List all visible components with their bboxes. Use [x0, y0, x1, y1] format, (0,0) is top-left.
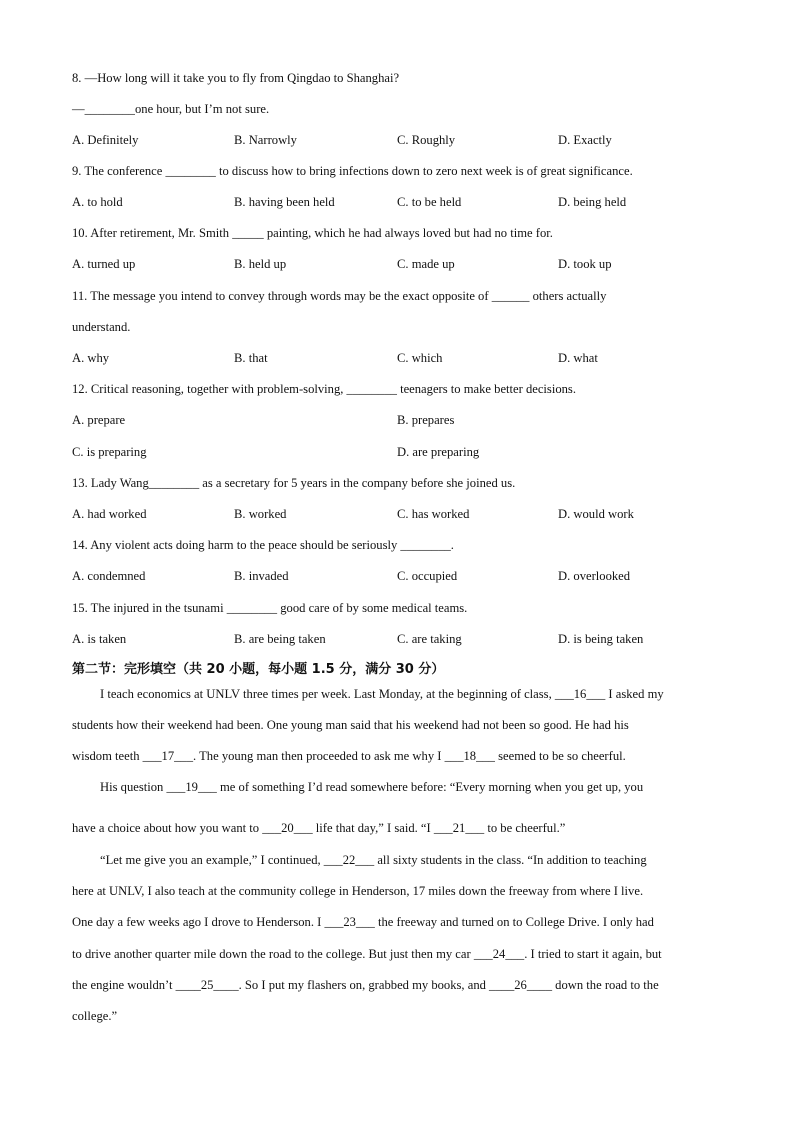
section-heading: 第二节：完形填空（共 20 小题，每小题 1.5 分，满分 30 分）: [72, 662, 445, 677]
question-9-option-c[interactable]: C. to be held: [397, 195, 462, 209]
passage-p1-line-2: students how their weekend had been. One young man said that his weekend had not been so good. He had his: [72, 718, 629, 733]
question-15-stem: 15. The injured in the tsunami ________ good care of by some medical teams.: [72, 601, 468, 615]
question-14-stem: 14. Any violent acts doing harm to the peace should be seriously ________.: [72, 538, 454, 552]
question-12-option-a[interactable]: A. prepare: [72, 413, 126, 427]
question-8-option-c[interactable]: C. Roughly: [397, 133, 456, 147]
question-11-stem-line-1: 11. The message you intend to convey through words may be the exact opposite of ______ others actually: [72, 289, 607, 303]
question-13-option-a[interactable]: A. had worked: [72, 507, 147, 521]
question-14-option-c[interactable]: C. occupied: [397, 569, 458, 583]
question-10-option-b[interactable]: B. held up: [234, 257, 287, 271]
passage-p2-line-2: have a choice about how you want to ___20___ life that day,” I said. “I ___21___ to be cheerful.”: [72, 821, 566, 836]
question-13-stem: 13. Lady Wang________ as a secretary for 5 years in the company before she joined us.: [72, 476, 516, 490]
question-15-option-d[interactable]: D. is being taken: [558, 632, 644, 646]
question-10-option-d[interactable]: D. took up: [558, 257, 612, 271]
question-8-stem-line-1: 8. —How long will it take you to fly from Qingdao to Shanghai?: [72, 71, 400, 85]
question-14-option-d[interactable]: D. overlooked: [558, 569, 631, 583]
question-12-stem: 12. Critical reasoning, together with problem-solving, ________ teenagers to make better decisions.: [72, 382, 576, 396]
question-13-option-c[interactable]: C. has worked: [397, 507, 470, 521]
question-11-option-d[interactable]: D. what: [558, 351, 598, 365]
question-12-option-d[interactable]: D. are preparing: [397, 445, 480, 459]
passage-p3-line-4: to drive another quarter mile down the road to the college. But just then my car ___24___. I tried to start it again, but: [72, 946, 662, 961]
question-11-option-b[interactable]: B. that: [234, 351, 268, 365]
question-11-option-a[interactable]: A. why: [72, 351, 110, 365]
passage-p3-line-6: college.”: [72, 1009, 118, 1024]
passage-p3-line-5: the engine wouldn’t ____25____. So I put my flashers on, grabbed my books, and ____26____ down the road to the: [72, 977, 659, 992]
passage-paragraph-3: [72, 845, 722, 1032]
question-11-stem-line-2: understand.: [72, 320, 131, 334]
question-12-option-c[interactable]: C. is preparing: [72, 445, 147, 459]
question-10-option-a[interactable]: A. turned up: [72, 257, 136, 271]
question-15-option-c[interactable]: C. are taking: [397, 632, 462, 646]
passage-paragraph-1: [72, 679, 722, 773]
passage-p3-line-2: here at UNLV, I also teach at the community college in Henderson, 17 miles down the freeway from where I live.: [72, 884, 644, 899]
passage-paragraph-2: [72, 772, 722, 844]
question-9-option-b[interactable]: B. having been held: [234, 195, 335, 209]
question-8-option-d[interactable]: D. Exactly: [558, 133, 612, 147]
question-8-option-b[interactable]: B. Narrowly: [234, 133, 297, 147]
question-12-option-b[interactable]: B. prepares: [397, 413, 455, 427]
passage-p3-line-1: “Let me give you an example,” I continued, ___22___ all sixty students in the class. “In addition to teaching: [100, 853, 647, 867]
question-9-stem: 9. The conference ________ to discuss how to bring infections down to zero next week is of great significance.: [72, 164, 633, 178]
question-11-option-c[interactable]: C. which: [397, 351, 443, 365]
question-10-option-c[interactable]: C. made up: [397, 257, 455, 271]
question-8-stem-line-2: —________one hour, but I’m not sure.: [72, 102, 270, 116]
question-13-option-b[interactable]: B. worked: [234, 507, 287, 521]
question-15-option-a[interactable]: A. is taken: [72, 632, 127, 646]
passage-p3-line-3: One day a few weeks ago I drove to Henderson. I ___23___ the freeway and turned on to College Drive. I only had: [72, 915, 654, 930]
question-15-option-b[interactable]: B. are being taken: [234, 632, 326, 646]
question-9-option-d[interactable]: D. being held: [558, 195, 627, 209]
passage-p2-line-1: His question ___19___ me of something I’d read somewhere before: “Every morning when you get up, you: [100, 780, 644, 794]
question-13-option-d[interactable]: D. would work: [558, 507, 634, 521]
passage-p1-line-3: wisdom teeth ___17___. The young man then proceeded to ask me why I ___18___ seemed to be so cheerful.: [72, 749, 626, 764]
question-9-option-a[interactable]: A. to hold: [72, 195, 123, 209]
question-14-option-a[interactable]: A. condemned: [72, 569, 146, 583]
question-8-option-a[interactable]: A. Definitely: [72, 133, 139, 147]
question-10-stem: 10. After retirement, Mr. Smith _____ painting, which he had always loved but had no time for.: [72, 226, 553, 240]
passage-p1-line-1: I teach economics at UNLV three times per week. Last Monday, at the beginning of class, ___16___ I asked my: [100, 687, 664, 701]
question-14-option-b[interactable]: B. invaded: [234, 569, 289, 583]
